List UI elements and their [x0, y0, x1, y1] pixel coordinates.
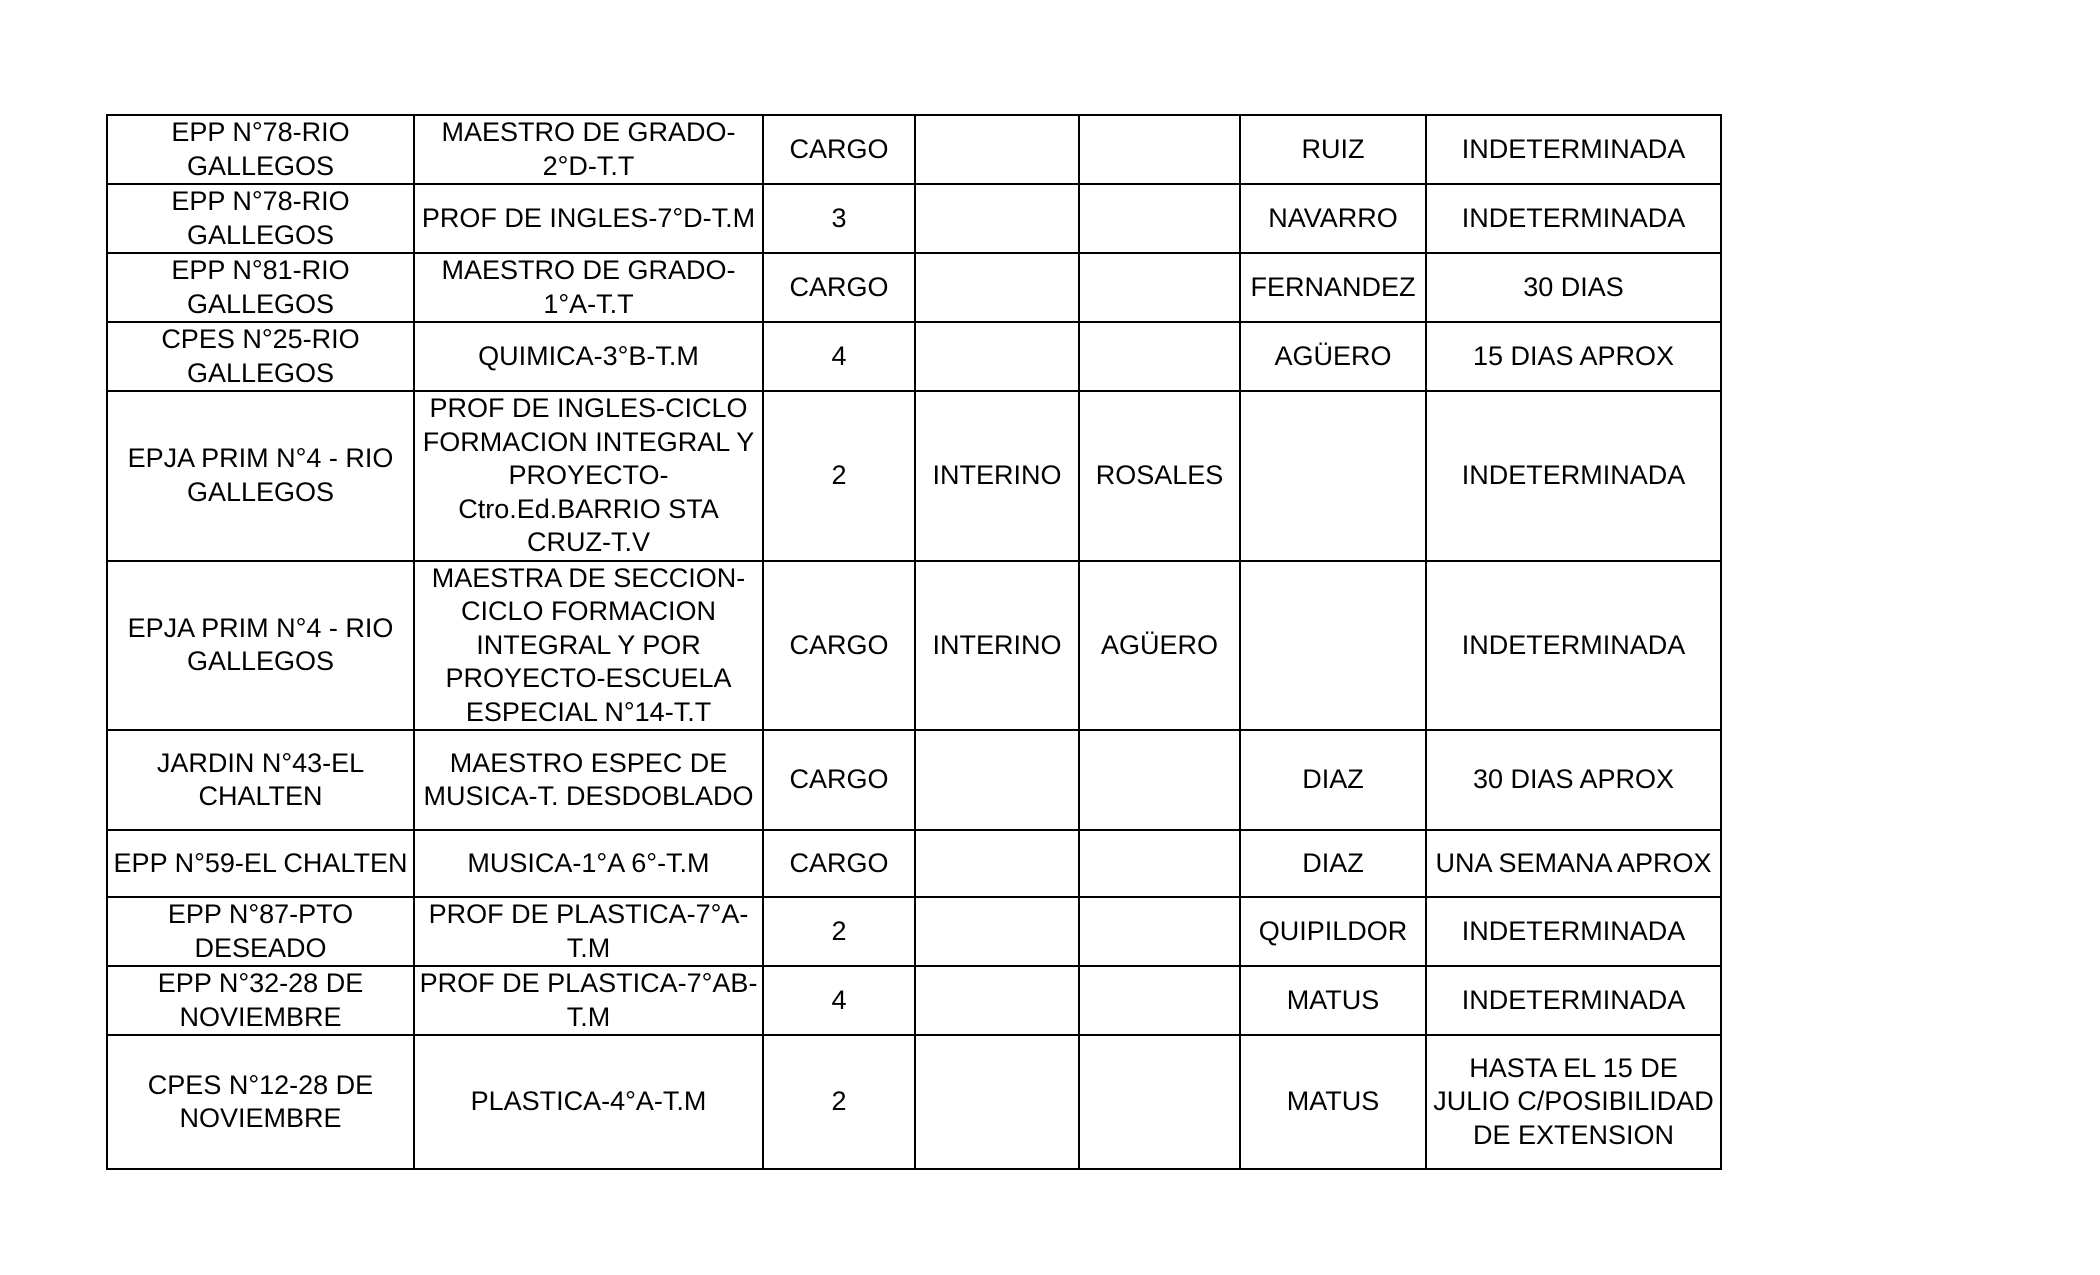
cell-hours: 2	[763, 391, 915, 561]
table-row	[107, 830, 1721, 897]
cell-school: EPJA PRIM N°4 - RIO GALLEGOS	[107, 391, 414, 561]
cell-position: PLASTICA-4°A-T.M	[414, 1035, 763, 1169]
table-row	[107, 391, 1721, 561]
cell-teacher	[1240, 391, 1426, 561]
table-row	[107, 115, 1721, 184]
cell-school: JARDIN N°43-EL CHALTEN	[107, 730, 414, 830]
cell-position: PROF DE INGLES-7°D-T.M	[414, 184, 763, 253]
cell-duration: INDETERMINADA	[1426, 966, 1721, 1035]
cell-titular	[1079, 830, 1240, 897]
cell-titular	[1079, 322, 1240, 391]
cell-hours: CARGO	[763, 830, 915, 897]
cell-duration: UNA SEMANA APROX	[1426, 830, 1721, 897]
cell-school: CPES N°12-28 DE NOVIEMBRE	[107, 1035, 414, 1169]
cell-position: MAESTRO DE GRADO-2°D-T.T	[414, 115, 763, 184]
table-row	[107, 966, 1721, 1035]
cell-status	[915, 253, 1079, 322]
cell-status	[915, 1035, 1079, 1169]
table-row	[107, 730, 1721, 830]
cell-titular	[1079, 897, 1240, 966]
cell-position: QUIMICA-3°B-T.M	[414, 322, 763, 391]
cell-teacher	[1240, 561, 1426, 731]
cell-duration: 15 DIAS APROX	[1426, 322, 1721, 391]
cell-teacher: QUIPILDOR	[1240, 897, 1426, 966]
cell-school: EPJA PRIM N°4 - RIO GALLEGOS	[107, 561, 414, 731]
cell-titular	[1079, 1035, 1240, 1169]
cell-hours: CARGO	[763, 115, 915, 184]
cell-status	[915, 184, 1079, 253]
cell-hours: 4	[763, 966, 915, 1035]
cell-titular	[1079, 730, 1240, 830]
cell-status: INTERINO	[915, 561, 1079, 731]
cell-school: EPP N°81-RIO GALLEGOS	[107, 253, 414, 322]
cell-position: MAESTRO ESPEC DE MUSICA-T. DESDOBLADO	[414, 730, 763, 830]
cell-titular	[1079, 184, 1240, 253]
cell-hours: CARGO	[763, 253, 915, 322]
cell-position: MAESTRA DE SECCION-CICLO FORMACION INTEGRAL Y POR PROYECTO-ESCUELA ESPECIAL N°14-T.T	[414, 561, 763, 731]
cell-teacher: FERNANDEZ	[1240, 253, 1426, 322]
table-row	[107, 253, 1721, 322]
cell-teacher: AGÜERO	[1240, 322, 1426, 391]
cell-hours: CARGO	[763, 561, 915, 731]
vacancy-table	[106, 114, 1722, 1170]
cell-position: MAESTRO DE GRADO-1°A-T.T	[414, 253, 763, 322]
cell-position: PROF DE INGLES-CICLO FORMACION INTEGRAL Y PROYECTO-Ctro.Ed.BARRIO STA CRUZ-T.V	[414, 391, 763, 561]
cell-titular	[1079, 253, 1240, 322]
cell-status	[915, 897, 1079, 966]
cell-teacher: RUIZ	[1240, 115, 1426, 184]
table-row	[107, 897, 1721, 966]
cell-school: EPP N°78-RIO GALLEGOS	[107, 115, 414, 184]
table-row	[107, 184, 1721, 253]
cell-hours: 3	[763, 184, 915, 253]
cell-position: PROF DE PLASTICA-7°A-T.M	[414, 897, 763, 966]
cell-duration: INDETERMINADA	[1426, 184, 1721, 253]
cell-school: EPP N°78-RIO GALLEGOS	[107, 184, 414, 253]
cell-school: EPP N°87-PTO DESEADO	[107, 897, 414, 966]
cell-teacher: MATUS	[1240, 966, 1426, 1035]
cell-school: CPES N°25-RIO GALLEGOS	[107, 322, 414, 391]
cell-titular: AGÜERO	[1079, 561, 1240, 731]
cell-titular	[1079, 115, 1240, 184]
cell-duration: 30 DIAS	[1426, 253, 1721, 322]
cell-hours: CARGO	[763, 730, 915, 830]
cell-titular	[1079, 966, 1240, 1035]
cell-school: EPP N°32-28 DE NOVIEMBRE	[107, 966, 414, 1035]
cell-duration: INDETERMINADA	[1426, 561, 1721, 731]
cell-teacher: MATUS	[1240, 1035, 1426, 1169]
cell-duration: INDETERMINADA	[1426, 897, 1721, 966]
cell-hours: 2	[763, 1035, 915, 1169]
cell-hours: 4	[763, 322, 915, 391]
cell-position: MUSICA-1°A 6°-T.M	[414, 830, 763, 897]
cell-titular: ROSALES	[1079, 391, 1240, 561]
cell-status: INTERINO	[915, 391, 1079, 561]
cell-teacher: DIAZ	[1240, 730, 1426, 830]
cell-position: PROF DE PLASTICA-7°AB-T.M	[414, 966, 763, 1035]
cell-duration: 30 DIAS APROX	[1426, 730, 1721, 830]
table-row	[107, 561, 1721, 731]
cell-duration: INDETERMINADA	[1426, 391, 1721, 561]
cell-hours: 2	[763, 897, 915, 966]
cell-duration: HASTA EL 15 DE JULIO C/POSIBILIDAD DE EXTENSION	[1426, 1035, 1721, 1169]
table-row	[107, 1035, 1721, 1169]
table-row	[107, 322, 1721, 391]
cell-status	[915, 322, 1079, 391]
cell-status	[915, 966, 1079, 1035]
cell-status	[915, 115, 1079, 184]
cell-teacher: DIAZ	[1240, 830, 1426, 897]
cell-status	[915, 830, 1079, 897]
cell-school: EPP N°59-EL CHALTEN	[107, 830, 414, 897]
cell-status	[915, 730, 1079, 830]
cell-teacher: NAVARRO	[1240, 184, 1426, 253]
cell-duration: INDETERMINADA	[1426, 115, 1721, 184]
